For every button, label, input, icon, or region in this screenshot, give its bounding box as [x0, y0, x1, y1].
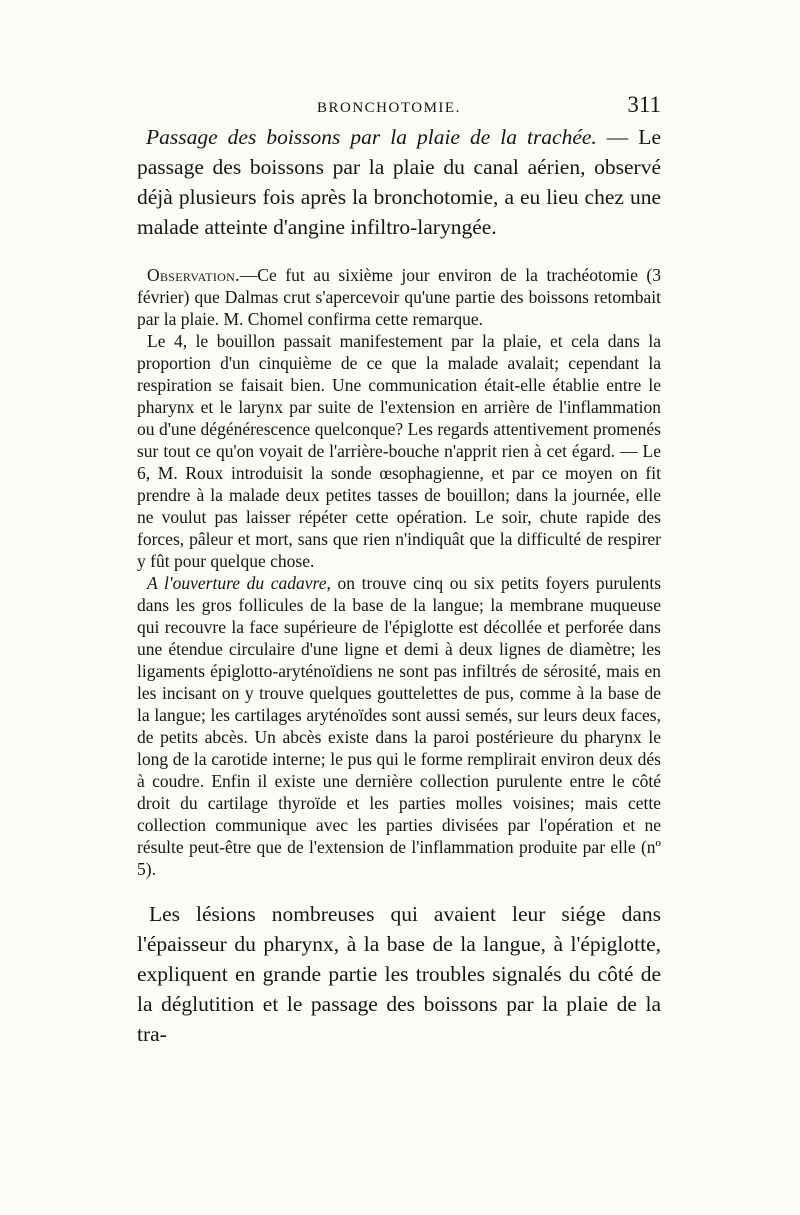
- observation-text-1: —Ce fut au sixième jour environ de la trachéotomie (3 février) que Dalmas crut s'apercevoir qu'une partie des boissons retombait par la plaie. M. Chomel confirma cette remarque.: [137, 265, 661, 329]
- observation-paragraph-3: [137, 572, 661, 880]
- observation-paragraph-2: Le 4, le bouillon passait manifestement par la plaie, et cela dans la proportion d'un cinquième de ce que la malade avalait; cependant la respiration se faisait bien. Une communication était-elle établie entre le pharynx et le larynx par suite de l'extension en arrière de l'inflammation ou d'une dégénérescence quelconque? Les regards attentivement promenés sur tout ce qu'on voyait de l'arrière-bouche n'apprit rien à cet égard. — Le 6, M. Roux introduisit la sonde œsophagienne, et par ce moyen on fit prendre à la malade deux petites tasses de bouillon; dans la journée, elle ne voulut pas laisser répéter cette opération. Le soir, chute rapide des forces, pâleur et mort, sans que rien n'indiquât que la difficulté de respirer y fût pour quelque chose.: [137, 331, 661, 571]
- lead-paragraph: [137, 122, 661, 242]
- observation-paragraph-1: [137, 264, 661, 330]
- closing-paragraph: Les lésions nombreuses qui avaient leur siége dans l'épaisseur du pharynx, à la base de la langue, à l'épiglotte, expliquent en grande partie les troubles signalés du côté de la déglutition et le passage des boissons par la plaie de la tra-: [137, 902, 661, 1046]
- book-page: [137, 92, 661, 1049]
- observation-label: Observation.: [147, 265, 240, 285]
- lead-paragraph-block: [137, 122, 661, 242]
- running-head: [137, 92, 661, 122]
- observation-text-3: , on trouve cinq ou six petits foyers purulents dans les gros follicules de la base de la langue; la membrane muqueuse qui recouvre la face supérieure de l'épiglotte est décollée et perforée dans une étendue circulaire d'une ligne et demi à deux lignes de diamètre; les ligaments épiglotto-aryténoïdiens ne sont pas infiltrés de sérosité, mais en les incisant on y trouve quelques gouttelettes de pus, comme à la base de la langue; les cartilages aryténoïdes sont aussi semés, sur leurs deux faces, de petits abcès. Un abcès existe dans la paroi postérieure du pharynx le long de la carotide interne; le pus qui le forme remplirait environ deux dés à coudre. Enfin il existe une dernière collection purulente entre le côté droit du cartilage thyroïde et les parties molles voisines; mais cette collection communique avec les parties divisées par l'opération et ne résulte peut-être que de l'extension de l'inflammation produite par elle (nº 5).: [137, 573, 662, 879]
- closing-paragraph-block: [137, 899, 661, 1049]
- running-title: BRONCHOTOMIE.: [317, 100, 461, 116]
- section-rubric: Passage des boissons par la plaie de la trachée.: [146, 125, 597, 149]
- lead-text: — Le passage des boissons par la plaie du canal aérien, observé déjà plusieurs fois après la bronchotomie, a eu lieu chez une malade atteinte d'angine infiltro-laryngée.: [137, 125, 661, 239]
- autopsy-rubric: A l'ouverture du cadavre: [147, 573, 327, 593]
- page-number: 311: [627, 92, 661, 117]
- observation-block: [137, 264, 661, 880]
